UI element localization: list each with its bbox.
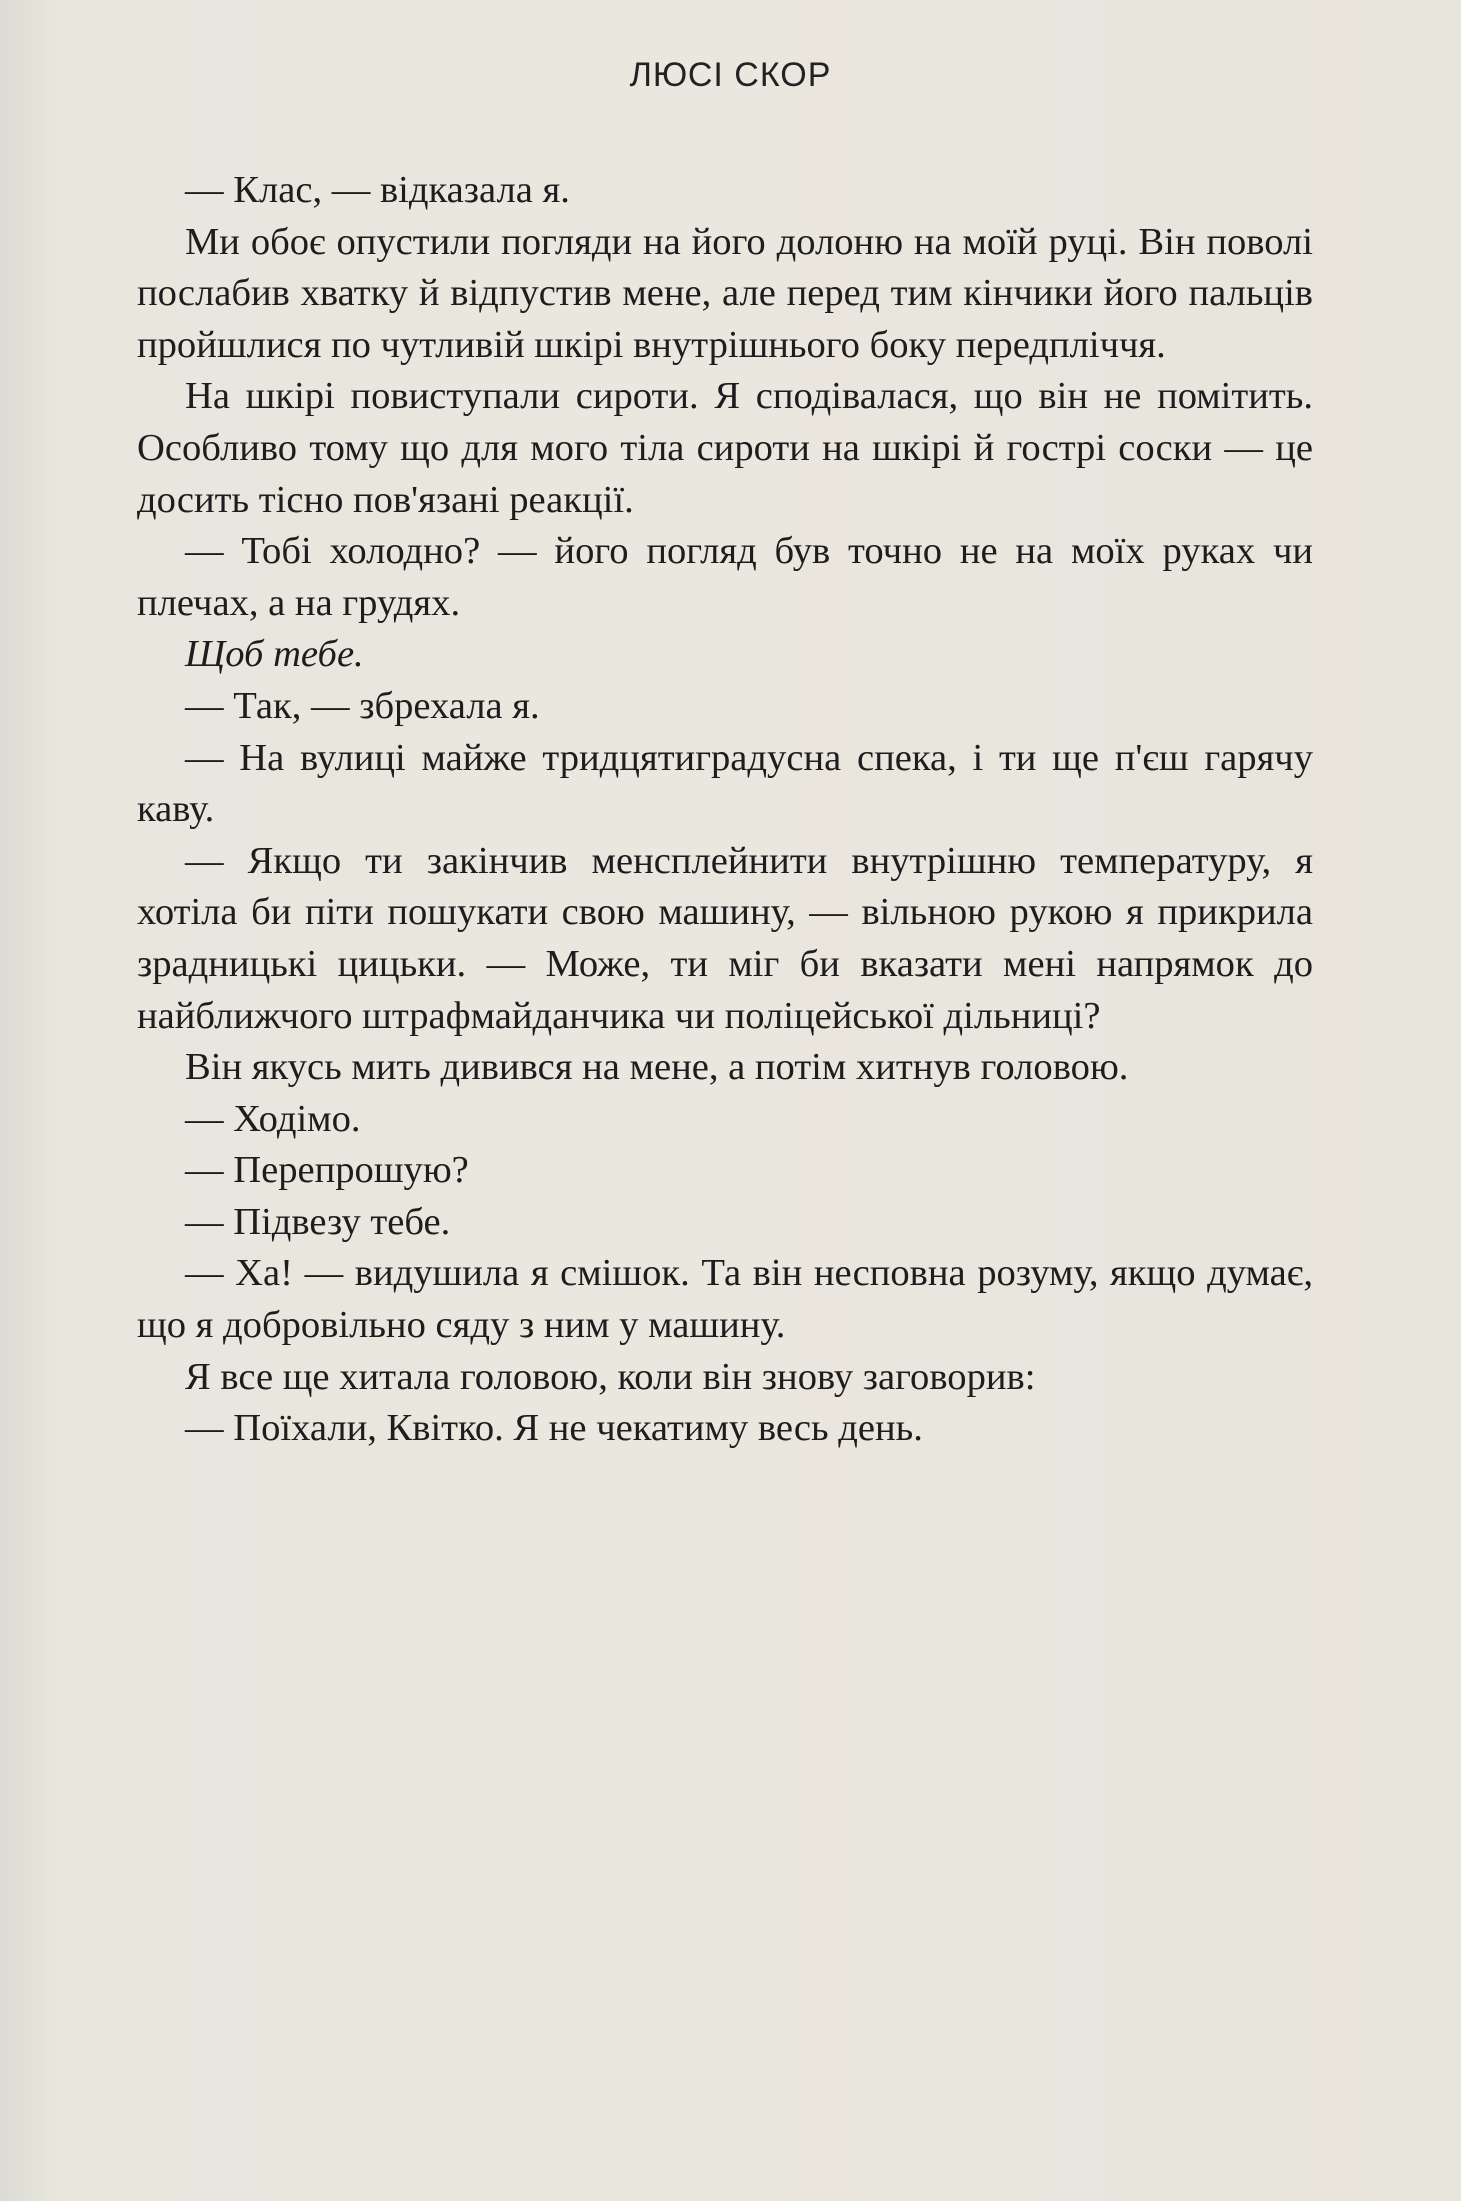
paragraph: — Ходімо. bbox=[185, 1097, 361, 1140]
paragraph: На шкірі повиступали сироти. Я сподівалася, що він не помітить. Особливо тому що для мого тіла сироти на шкірі й гострі соски — це досить тісно пов'язані реакції. bbox=[137, 375, 1313, 521]
paragraph: — Поїхали, Квітко. Я не чекатиму весь день. bbox=[185, 1407, 923, 1450]
paragraph-italic: Щоб тебе. bbox=[185, 633, 364, 676]
paragraph: Він якусь мить дивився на мене, а потім хитнув головою. bbox=[185, 1046, 1129, 1089]
paragraph: Ми обоє опустили погляди на його долоню на моїй руці. Він поволі послабив хватку й відпустив мене, але перед тим кінчики його пальців пройшлися по чутливій шкірі внутрішнього боку передпліччя. bbox=[137, 220, 1313, 366]
paragraph: — Так, — збрехала я. bbox=[185, 684, 540, 727]
body-text bbox=[137, 165, 1313, 1455]
paragraph: — Клас, — відказала я. bbox=[185, 169, 570, 211]
running-head: ЛЮСІ СКОР bbox=[629, 56, 832, 94]
paragraph: — На вулиці майже тридцятиградусна спека, і ти ще п'єш гарячу каву. bbox=[137, 736, 1313, 831]
paragraph: — Підвезу тебе. bbox=[185, 1200, 451, 1243]
paragraph: — Тобі холодно? — його погляд був точно не на моїх руках чи плечах, а на грудях. bbox=[137, 530, 1313, 624]
paragraph: — Перепрошую? bbox=[185, 1149, 469, 1192]
paragraph: — Ха! — видушила я смішок. Та він несповна розуму, якщо думає, що я добровільно сяду з ним у машину. bbox=[137, 1252, 1313, 1347]
paragraph: — Якщо ти закінчив менсплейнити внутрішню температуру, я хотіла би піти пошукати свою машину, — вільною рукою я прикрила зрадницькі цицьки. — Може, ти міг би вказати мені напрямок до найближчого штрафмайданчика чи поліцейської дільниці? bbox=[137, 839, 1313, 1037]
paragraph: Я все ще хитала головою, коли він знову заговорив: bbox=[185, 1355, 1036, 1398]
